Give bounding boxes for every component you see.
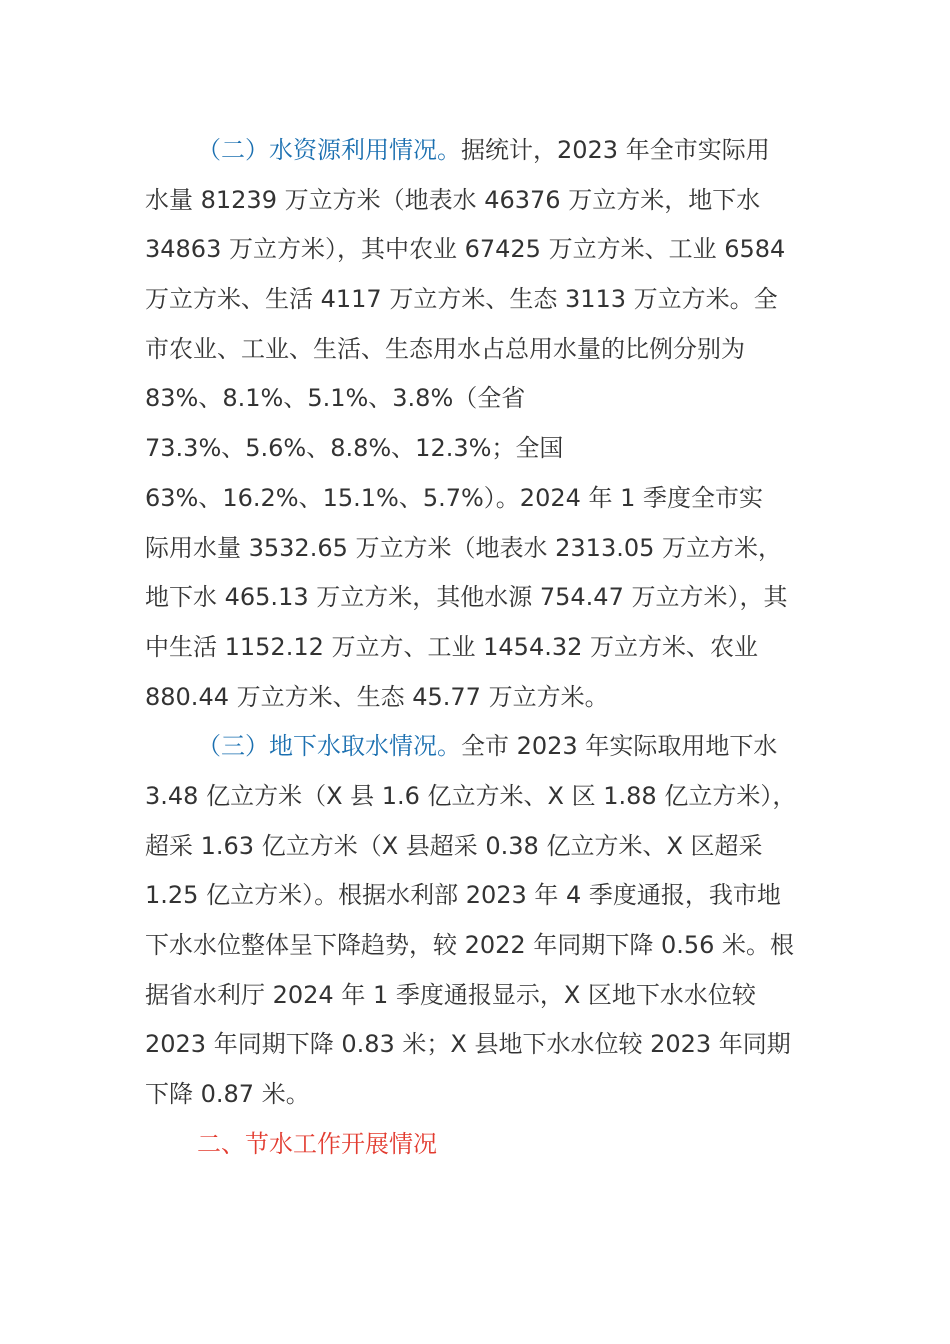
paragraph-line: 63%、16.2%、15.1%、5.7%）。2024 年 1 季度全市实 (145, 483, 764, 512)
document-body (145, 126, 825, 1169)
paragraph-line: 880.44 万立方米、生态 45.77 万立方米。 (145, 682, 609, 711)
paragraph-text: 全市 2023 年实际取用地下水 (461, 732, 778, 761)
paragraph-line: 83%、8.1%、5.1%、3.8%（全省 (145, 384, 526, 413)
paragraph-line: 地下水 465.13 万立方米，其他水源 754.47 万立方米），其 (145, 583, 788, 612)
subsection-heading-groundwater: （三）地下水取水情况。 (197, 732, 461, 761)
paragraph-text: 据统计，2023 年全市实际用 (461, 136, 770, 164)
paragraph-line (145, 126, 825, 176)
paragraph-line: 际用水量 3532.65 万立方米（地表水 2313.05 万立方米， (145, 533, 783, 562)
paragraph-line: 1.25 亿立方米）。根据水利部 2023 年 4 季度通报，我市地 (145, 881, 781, 910)
paragraph-line: 下降 0.87 米。 (145, 1080, 310, 1109)
subsection-heading-water-use: （二）水资源利用情况。 (197, 136, 461, 164)
paragraph-line: 水量 81239 万立方米（地表水 46376 万立方米，地下水 (145, 185, 761, 214)
paragraph-line: 超采 1.63 亿立方米（X 县超采 0.38 亿立方米、X 区超采 (145, 831, 763, 860)
paragraph-line: 市农业、工业、生活、生态用水占总用水量的比例分别为 (145, 334, 745, 363)
paragraph-line: 34863 万立方米），其中农业 67425 万立方米、工业 6584 (145, 235, 786, 264)
paragraph-line: 73.3%、5.6%、8.8%、12.3%；全国 (145, 434, 564, 463)
section-heading-water-saving: 二、节水工作开展情况 (197, 1129, 437, 1158)
paragraph-line: 万立方米、生活 4117 万立方米、生态 3113 万立方米。全 (145, 285, 778, 314)
paragraph-line (145, 722, 825, 772)
paragraph-line: 据省水利厅 2024 年 1 季度通报显示，X 区地下水水位较 (145, 980, 756, 1009)
paragraph-line: 3.48 亿立方米（X 县 1.6 亿立方米、X 区 1.88 亿立方米）， (145, 781, 797, 810)
paragraph-line: 2023 年同期下降 0.83 米；X 县地下水水位较 2023 年同期 (145, 1030, 791, 1059)
paragraph-line: 中生活 1152.12 万立方、工业 1454.32 万立方米、农业 (145, 632, 759, 661)
paragraph-line: 下水水位整体呈下降趋势，较 2022 年同期下降 0.56 米。根 (145, 931, 795, 959)
